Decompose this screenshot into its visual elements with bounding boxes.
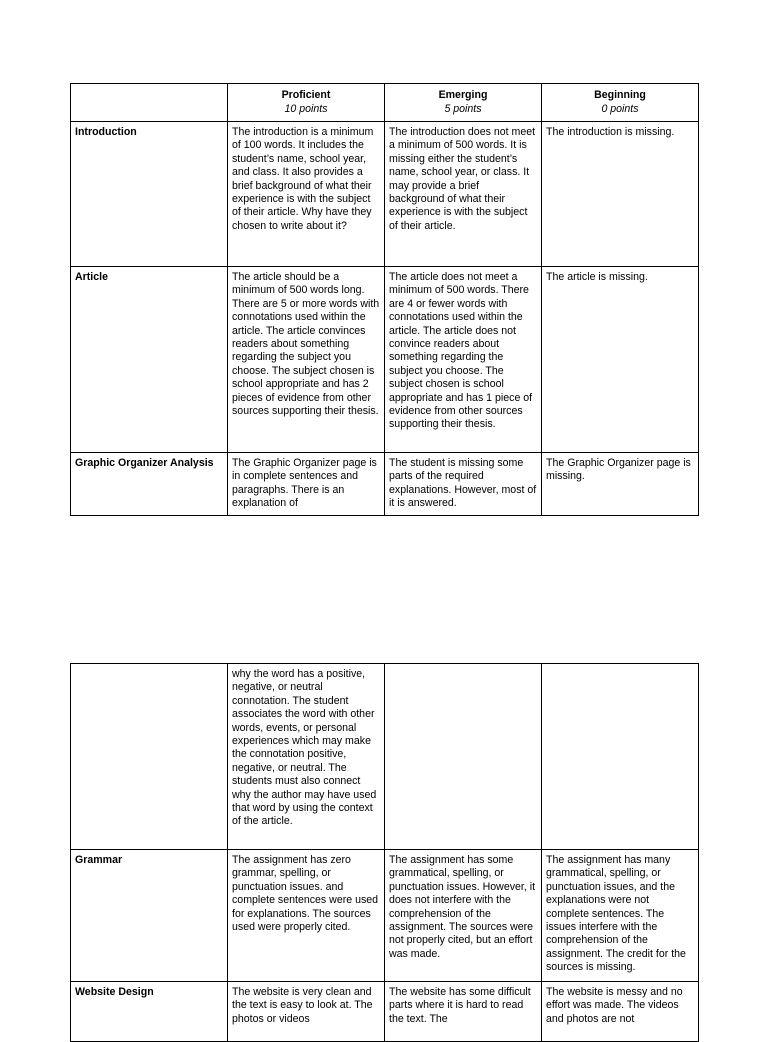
- criterion-label: Website Design: [71, 982, 228, 1042]
- cell-beginning: The Graphic Organizer page is missing.: [542, 453, 699, 516]
- header-beginning: [542, 84, 699, 122]
- cell-proficient: why the word has a positive, negative, or neutral connotation. The student associates the word with other words, events, or personal experiences which may make the connotation positive, negative, or neutral. The students must also connect why the author may have used that word by using the context of the article.: [228, 664, 385, 850]
- cell-proficient: The Graphic Organizer page is in complete sentences and paragraphs. There is an explanation of: [228, 453, 385, 516]
- rubric-header-row: [71, 84, 699, 122]
- header-proficient: [228, 84, 385, 122]
- cell-beginning: The website is messy and no effort was made. The videos and photos are not: [542, 982, 699, 1042]
- cell-emerging: The student is missing some parts of the required explanations. However, most of it is answered.: [385, 453, 542, 516]
- cell-proficient: The introduction is a minimum of 100 words. It includes the student’s name, school year, and class. It also provides a brief background of what their experience is with the subject of their article. Why have they chosen to write about it?: [228, 122, 385, 267]
- rubric-table-page-1: [70, 83, 699, 516]
- cell-proficient: The assignment has zero grammar, spelling, or punctuation issues. and complete sentences were used for explanations. The sources used were properly cited.: [228, 850, 385, 982]
- criterion-label-empty: [71, 664, 228, 850]
- cell-beginning: The assignment has many grammatical, spelling, or punctuation issues, and the explanations were not complete sentences. The issues interfere with the comprehension of the assignment. The credit for the sources is missing.: [542, 850, 699, 982]
- level-points: 10 points: [284, 102, 328, 115]
- row-graphic-organizer: [71, 453, 699, 516]
- cell-proficient: The article should be a minimum of 500 words long. There are 5 or more words with connotations used within the article. The article convinces readers about something regarding the subject you choose. The subject chosen is school appropriate and has 2 pieces of evidence from other sources supporting their thesis.: [228, 267, 385, 453]
- cell-beginning: The article is missing.: [542, 267, 699, 453]
- cell-beginning-empty: [542, 664, 699, 850]
- row-introduction: [71, 122, 699, 267]
- cell-beginning: The introduction is missing.: [542, 122, 699, 267]
- row-grammar: [71, 850, 699, 982]
- rubric-table-page-2: [70, 663, 699, 1042]
- row-article: [71, 267, 699, 453]
- cell-emerging: The introduction does not meet a minimum of 500 words. It is missing either the student’s name, school year, or class. It may provide a brief background of what their experience is with the subject of their article.: [385, 122, 542, 267]
- cell-emerging-empty: [385, 664, 542, 850]
- level-name: Proficient: [281, 89, 331, 102]
- row-website-design: [71, 982, 699, 1042]
- criterion-label: Graphic Organizer Analysis: [71, 453, 228, 516]
- cell-emerging: The website has some difficult parts where it is hard to read the text. The: [385, 982, 542, 1042]
- header-emerging: [385, 84, 542, 122]
- level-name: Beginning: [594, 89, 646, 102]
- level-name: Emerging: [438, 89, 488, 102]
- level-points: 0 points: [601, 102, 639, 115]
- header-empty-cell: [71, 84, 228, 122]
- level-points: 5 points: [444, 102, 482, 115]
- cell-proficient: The website is very clean and the text is easy to look at. The photos or videos: [228, 982, 385, 1042]
- criterion-label: Introduction: [71, 122, 228, 267]
- cell-emerging: The article does not meet a minimum of 500 words. There are 4 or fewer words with connotations used within the article. The article does not convince readers about something regarding the subject you choose. The subject chosen is school appropriate and has 1 piece of evidence from other sources supporting their thesis.: [385, 267, 542, 453]
- criterion-label: Article: [71, 267, 228, 453]
- row-graphic-organizer-continued: [71, 664, 699, 850]
- criterion-label: Grammar: [71, 850, 228, 982]
- cell-emerging: The assignment has some grammatical, spelling, or punctuation issues. However, it does not interfere with the comprehension of the assignment. The sources were not properly cited, but an effort was made.: [385, 850, 542, 982]
